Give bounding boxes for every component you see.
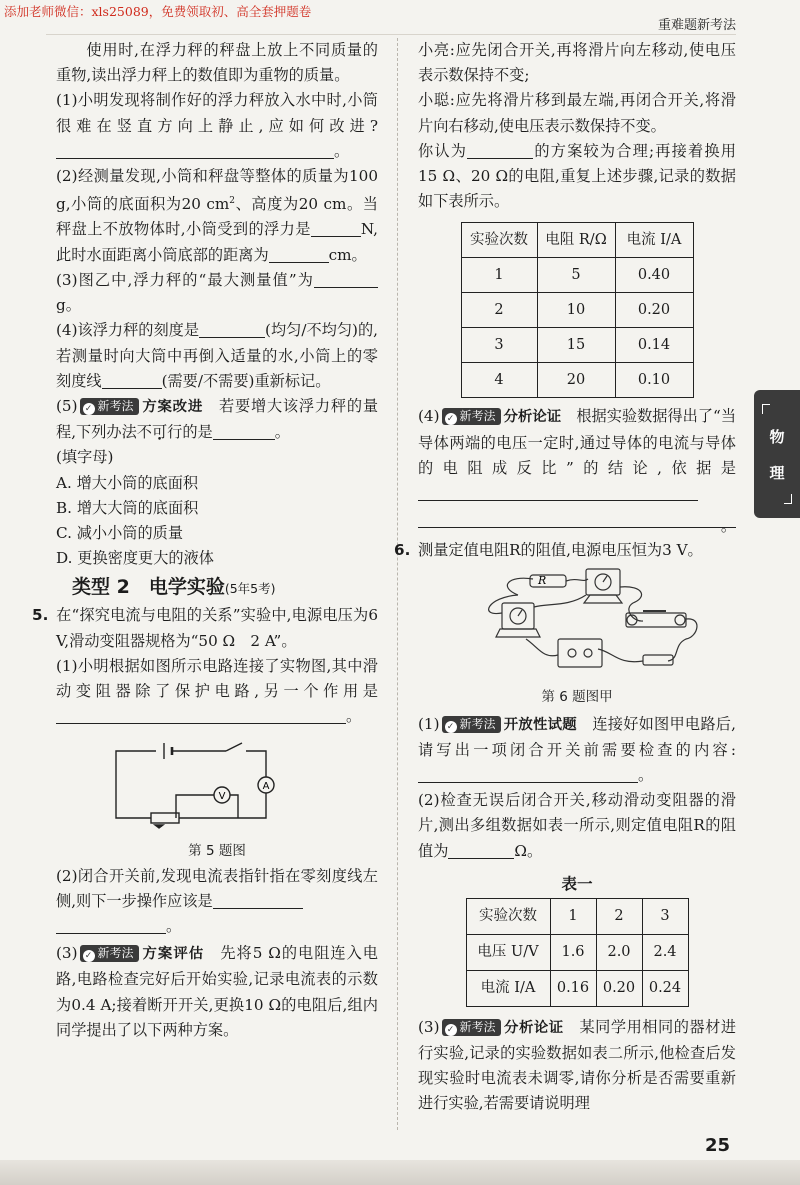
column-divider xyxy=(397,38,398,1130)
plan-1: 小亮:应先闭合开关,再将滑片向左移动,使电压表示数保持不变; xyxy=(418,41,736,85)
question-6-part-3: (3) ✓ 新考法 分析论证 某同学用相同的器材进行实验,记录的实验数据如表二所示,他检查后发现实验时电流表未调零,请你分析是否需要重新进行实验,若需要请说明理 xyxy=(418,1017,737,1113)
question-part-3: (3)图乙中,浮力秤的“最大测量值”为g。 xyxy=(56,268,378,318)
judge-question: 你认为 的方案较为合理;再接着换用15 Ω、20 Ω的电阻,重复上述步骤,记录的数据如下表所示。 xyxy=(418,141,736,211)
answer-blank[interactable] xyxy=(314,272,378,288)
answer-blank[interactable] xyxy=(448,843,514,859)
question-part-2: (2)经测量发现,小筒和秤盘等整体的质量为100 g,小筒的底面积为20 $cm^2$、高度为20 cm。当秤盘上不放物体时,小筒受到的浮力是 N,此时水面距离小筒底部的距离为 cm。 xyxy=(56,167,378,264)
bracket-decoration xyxy=(784,494,792,504)
data-table-1 xyxy=(461,222,694,398)
answer-blank[interactable] xyxy=(102,373,162,389)
answer-blank[interactable] xyxy=(56,918,166,934)
badge-check-icon: ✓ xyxy=(445,721,457,733)
badge-check-icon: ✓ xyxy=(445,413,457,425)
question-part-5: (5) ✓ 新考法 方案改进 若要增大该浮力秤的量程,下列办法不可行的是 。 (填字母) xyxy=(56,396,379,467)
data-table-2 xyxy=(466,898,689,1007)
question-5-part-1: (1)小明根据如图所示电路连接了实物图,其中滑动变阻器除了保护电路,另一个作用是。 xyxy=(56,656,378,726)
question-5-stem: 5. 在“探究电流与电阻的关系”实验中,电源电压为6 V,滑动变阻器规格为“50 Ω 2 A”。 xyxy=(32,606,378,650)
answer-blank[interactable] xyxy=(311,221,361,237)
new-exam-badge: ✓ 新考法 xyxy=(80,398,139,415)
data-table-1-wrap xyxy=(418,222,736,398)
question-6-part-2: (2)检查无误后闭合开关,移动滑动变阻器的滑片,测出多组数据如表一所示,则定值电阻R的阻值为 Ω。 xyxy=(418,791,736,860)
header-rule xyxy=(46,34,736,35)
emphasis-text: 不可行 xyxy=(136,423,183,442)
answer-blank[interactable] xyxy=(213,424,275,440)
badge-check-icon: ✓ xyxy=(445,1024,457,1036)
figure-5 xyxy=(56,733,378,861)
section-title: 类型 2 电学实验(5年5考) xyxy=(72,576,276,599)
table-row: 1 5 0.40 xyxy=(461,258,693,293)
new-exam-badge: ✓ 新考法 xyxy=(80,945,139,962)
table-row: 4 20 0.10 xyxy=(461,363,693,398)
table-row: 2 10 0.20 xyxy=(461,293,693,328)
answer-blank[interactable] xyxy=(418,767,638,783)
question-part-4: (4)该浮力秤的刻度是 (均匀/不均匀)的,若测量时向大筒中再倒入适量的水,小筒上的零刻度线 (需要/不需要)重新标记。 xyxy=(56,321,378,390)
figure-caption: 第 6 题图甲 xyxy=(541,688,613,705)
option-item[interactable]: B. 增大大筒的底面积 xyxy=(56,498,199,517)
page-header: 重难题新考法 xyxy=(657,18,736,33)
subject-side-tab[interactable] xyxy=(754,390,800,518)
figure-caption: 第 5 题图 xyxy=(188,842,246,859)
resistor-label: R xyxy=(538,574,547,588)
table-title: 表一 xyxy=(561,874,593,893)
answer-blank[interactable] xyxy=(467,143,533,159)
answer-blank[interactable] xyxy=(418,485,698,501)
watermark-text: 添加老师微信：xls25089，免费领取初、高全套押题卷 xyxy=(4,4,312,19)
answer-blank[interactable] xyxy=(269,247,329,263)
circuit-photo-6 xyxy=(418,567,736,677)
badge-check-icon: ✓ xyxy=(83,950,95,962)
intro-paragraph: 使用时,在浮力秤的秤盘上放上不同质量的重物,读出浮力秤上的数值即为重物的质量。 xyxy=(56,41,378,85)
question-5-part-2: (2)闭合开关前,发现电流表指针指在零刻度线左侧,则下一步操作应该是 。 xyxy=(56,866,378,935)
new-exam-badge: ✓ 新考法 xyxy=(442,716,501,733)
answer-blank[interactable] xyxy=(56,143,334,159)
answer-blank[interactable] xyxy=(213,893,303,909)
question-part-1: (1)小明发现将制作好的浮力秤放入水中时,小筒很难在竖直方向上静止,应如何改进?。 xyxy=(56,91,378,160)
right-column xyxy=(394,38,737,1117)
circuit-diagram-5 xyxy=(56,733,378,831)
new-exam-badge: ✓ 新考法 xyxy=(442,408,501,425)
question-5-part-4: (4) ✓ 新考法 分析论证 根据实验数据得出了“当导体两端的电压一定时,通过导体的电流与导体的电阻成反比”的结论,依据是 。 xyxy=(418,407,737,536)
option-item[interactable]: C. 减小小筒的质量 xyxy=(56,523,184,542)
table-header-row: 实验次数 电阻 R/Ω 电流 I/A xyxy=(461,223,693,258)
page-number: 25 xyxy=(704,1135,730,1156)
table-row: 电压 U/V 1.6 2.0 2.4 xyxy=(466,934,688,970)
answer-blank[interactable] xyxy=(199,322,265,338)
side-tab-char: 物 xyxy=(769,428,785,446)
table-row: 3 15 0.14 xyxy=(461,328,693,363)
answer-line[interactable] xyxy=(418,506,736,528)
left-column xyxy=(32,38,379,1043)
question-6-part-1: (1) ✓ 新考法 开放性试题 连接好如图甲电路后,请写出一项闭合开关前需要检查的内容:。 xyxy=(418,714,737,785)
badge-check-icon: ✓ xyxy=(83,403,95,415)
figure-6 xyxy=(418,567,736,707)
side-tab-char: 理 xyxy=(769,464,785,482)
page-bottom-edge xyxy=(0,1160,800,1185)
question-5-part-3: (3) ✓ 新考法 方案评估 先将5 Ω的电阻连入电路,电路检查完好后开始实验,记录电流表的示数为0.4 A;接着断开开关,更换10 Ω的电阻后,组内同学提出了以下两种方案。 xyxy=(56,944,378,1039)
option-item[interactable]: D. 更换密度更大的液体 xyxy=(56,549,214,568)
new-exam-badge: ✓ 新考法 xyxy=(442,1019,501,1036)
option-list xyxy=(56,471,378,572)
question-6-stem: 6. 测量定值电阻R的阻值,电源电压恒为3 V。 xyxy=(394,541,703,560)
plan-2: 小聪:应先将滑片移到最左端,再闭合开关,将滑片向右移动,使电压表示数保持不变。 xyxy=(418,91,736,135)
ammeter-symbol: A xyxy=(262,781,270,793)
option-item[interactable]: A. 增大小筒的底面积 xyxy=(56,473,199,492)
bracket-decoration xyxy=(762,404,770,414)
voltmeter-symbol: V xyxy=(218,791,226,803)
table-row: 电流 I/A 0.16 0.20 0.24 xyxy=(466,970,688,1006)
table-header-row: 实验次数 1 2 3 xyxy=(466,898,688,934)
answer-blank[interactable] xyxy=(56,708,346,724)
